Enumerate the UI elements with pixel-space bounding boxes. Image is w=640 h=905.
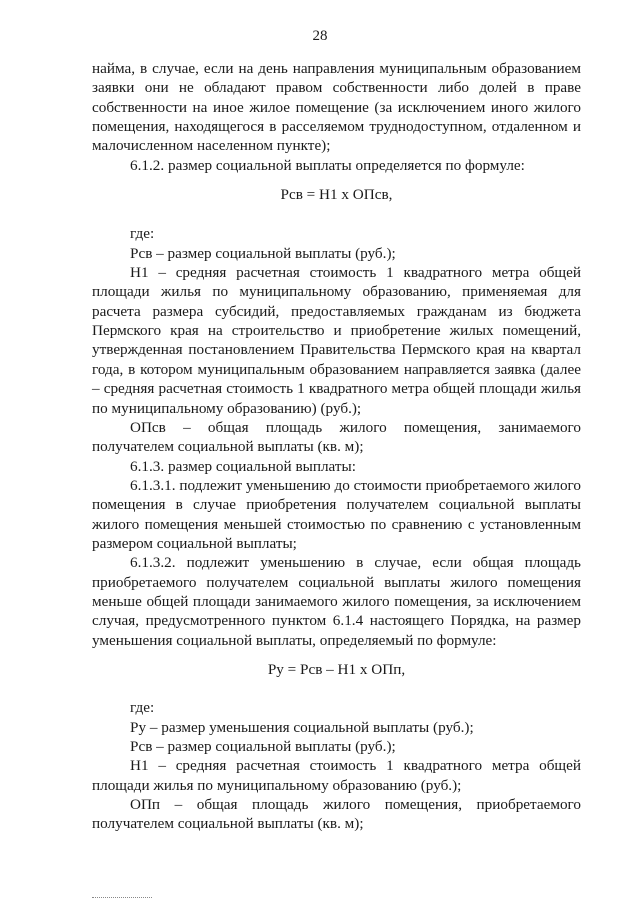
paragraph-6-1-3-2: 6.1.3.2. подлежит уменьшению в случае, если общая площадь приобретаемого получателем социальной выплаты жилого помещения меньше общей площади занимаемого жилого помещения, за исключением случая, предусмотренного пунктом 6.1.4 настоящего Порядка, на размер уменьшения социальной выплаты, определяемый по формуле:	[92, 554, 581, 649]
where-label-2: где:	[130, 699, 155, 717]
paragraph-6-1-3-1: 6.1.3.1. подлежит уменьшению до стоимости приобретаемого жилого помещения в случае приобретения получателем социальной выплаты жилого помещения меньшей стоимостью по сравнению с установленным размером социальной выплаты;	[92, 476, 581, 552]
scan-edge-mark	[92, 897, 152, 900]
definition-opp: ОПп – общая площадь жилого помещения, приобретаемого получателем социальной выплаты (кв. м);	[92, 796, 581, 833]
formula-ru: Ру = Рсв – Н1 х ОПп,	[267, 660, 406, 678]
definition-rsv-2: Рсв – размер социальной выплаты (руб.);	[130, 738, 396, 755]
page-number: 28	[312, 28, 328, 44]
where-label: где:	[130, 225, 155, 243]
document-body	[92, 59, 581, 834]
paragraph-6-1-2: 6.1.2. размер социальной выплаты определяется по формуле:	[130, 156, 525, 174]
definition-rsv: Рсв – размер социальной выплаты (руб.);	[130, 244, 396, 262]
definition-opsv: ОПсв – общая площадь жилого помещения, занимаемого получателем социальной выплаты (кв. м);	[92, 418, 581, 456]
definition-n1: Н1 – средняя расчетная стоимость 1 квадратного метра общей площади жилья по муниципальному образованию, применяемая для расчета размера субсидий, предоставляемых гражданам из бюджета Пермского края на строительство и приобретение жилых помещений, утвержденная постановлением Правительства Пермского края на квартал года, в котором муниципальным образованием направляется заявка (далее – средняя расчетная стоимость 1 квадратного метра общей площади жилья по муниципальному образованию) (руб.);	[92, 264, 581, 417]
paragraph-6-1-3: 6.1.3. размер социальной выплаты:	[130, 457, 356, 475]
paragraph-continuation: найма, в случае, если на день направления муниципальным образованием заявки они не обладают правом собственности либо долей в праве собственности на иное жилое помещение (за исключением иного жилого помещения, находящегося в расселяемом труднодоступном, отдаленном и малочисленном населенном пункте);	[92, 60, 581, 155]
definition-n1-2: Н1 – средняя расчетная стоимость 1 квадратного метра общей площади жилья по муниципальному образованию (руб.);	[92, 757, 581, 794]
formula-rsv: Рсв = Н1 х ОПсв,	[280, 186, 393, 204]
definition-ru: Ру – размер уменьшения социальной выплаты (руб.);	[130, 718, 474, 736]
